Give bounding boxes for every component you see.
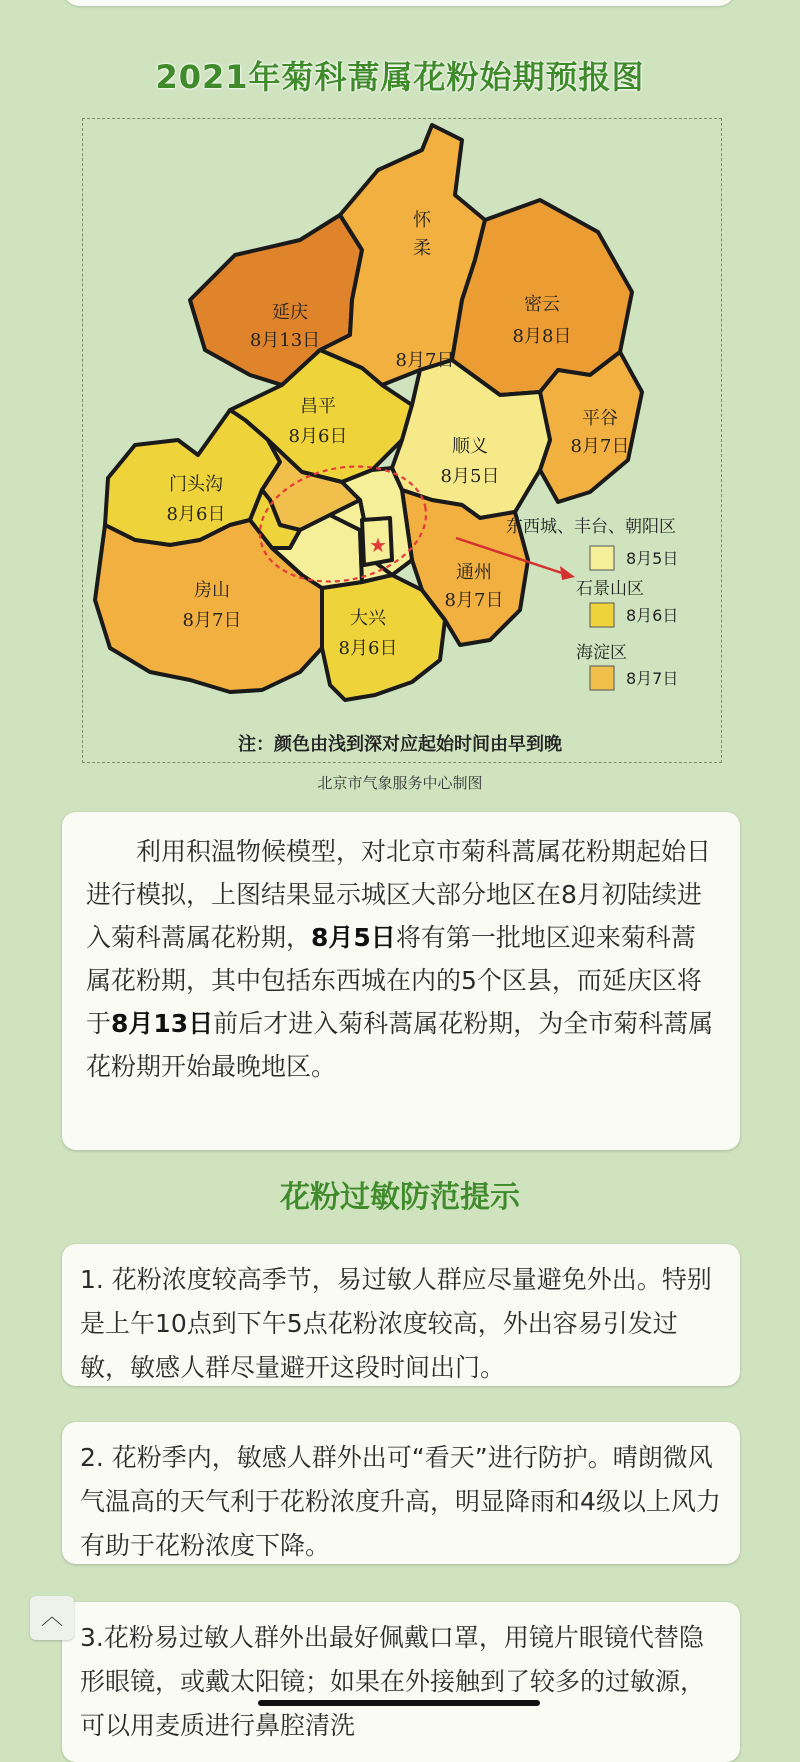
legend-date-2: 8月6日 [626, 606, 679, 625]
legend-swatch-3 [590, 666, 614, 690]
label-tongzhou-name: 通州 [456, 562, 492, 583]
map-note: 注：颜色由浅到深对应起始时间由早到晚 [238, 734, 562, 755]
label-fangshan-name: 房山 [194, 580, 230, 601]
label-miyun-date: 8月8日 [512, 326, 572, 347]
label-pinggu-name: 平谷 [582, 408, 618, 429]
label-mentougou-date: 8月6日 [166, 504, 226, 525]
label-huairou-date: 8月7日 [395, 350, 455, 371]
label-shunyi-name: 顺义 [452, 436, 488, 457]
legend-label-3: 海淀区 [576, 643, 627, 663]
scroll-to-top-button[interactable] [30, 1596, 74, 1640]
legend-date-1: 8月5日 [626, 549, 679, 568]
label-miyun-name: 密云 [524, 294, 560, 315]
label-huairou-name-2: 柔 [413, 238, 431, 259]
legend-swatch-1 [590, 546, 614, 570]
label-tongzhou-date: 8月7日 [444, 590, 504, 611]
tip-card-3 [62, 1602, 740, 1762]
tip-text-1: 1. 花粉浓度较高季节，易过敏人群应尽量避免外出。特别是上午10点到下午5点花粉浓度较高，外出容易引发过敏，敏感人群尽量避开这段时间出门。 [80, 1265, 712, 1382]
text-selection-bar [258, 1700, 540, 1706]
label-yanqing-date: 8月13日 [249, 330, 321, 351]
summary-bold-date-1: 8月5日 [311, 923, 396, 952]
legend-date-3: 8月7日 [626, 669, 679, 688]
label-mentougou-name: 门头沟 [169, 474, 223, 495]
legend-label-2: 石景山区 [576, 579, 644, 599]
map-credit: 北京市气象服务中心制图 [317, 774, 483, 792]
legend-swatch-2 [590, 603, 614, 627]
label-daxing-name: 大兴 [350, 608, 386, 629]
label-daxing-date: 8月6日 [338, 638, 398, 659]
label-yanqing-name: 延庆 [272, 302, 308, 323]
tip-text-3: 3.花粉易过敏人群外出最好佩戴口罩，用镜片眼镜代替隐形眼镜，或戴太阳镜；如果在外接触到了较多的过敏源，可以用麦质进行鼻腔清洗 [80, 1623, 706, 1740]
label-fangshan-date: 8月7日 [182, 610, 242, 631]
pollen-map [0, 0, 800, 800]
legend-label-1: 东西城、丰台、朝阳区 [506, 517, 676, 537]
summary-card [62, 812, 740, 1150]
label-changping-date: 8月6日 [288, 426, 348, 447]
label-pinggu-date: 8月7日 [570, 436, 630, 457]
legend-arrow-head [560, 566, 575, 580]
summary-paragraph [86, 830, 716, 1088]
summary-text-3: 前后才进入菊科蒿属花粉期，为全市菊科蒿属花粉期开始最晚地区。 [86, 1009, 714, 1081]
label-huairou-name-1: 怀 [413, 210, 431, 231]
capital-star-icon: ★ [369, 533, 387, 557]
label-shunyi-date: 8月5日 [440, 466, 500, 487]
tips-section-title: 花粉过敏防范提示 [280, 1180, 520, 1215]
tip-text-2: 2. 花粉季内，敏感人群外出可“看天”进行防护。晴朗微风气温高的天气利于花粉浓度升高，明显降雨和4级以上风力有助于花粉浓度下降。 [80, 1443, 721, 1560]
map-title: 2021年菊科蒿属花粉始期预报图 [155, 58, 645, 96]
summary-text-1: 利用积温物候模型，对北京市菊科蒿属花粉期起始日进行模拟，上图结果显示城区大部分地区在8月初陆续进入菊科蒿属花粉期， [86, 837, 712, 952]
summary-text-2: 将有第一批地区迎来菊科蒿属花粉期，其中包括东西城在内的5个区县，而延庆区将于 [86, 923, 702, 1038]
summary-bold-date-2: 8月13日 [111, 1009, 214, 1038]
tip-card-2 [62, 1422, 740, 1564]
map-legend [506, 517, 678, 690]
chevron-up-icon: ︿ [40, 1605, 63, 1630]
tip-card-1 [62, 1244, 740, 1386]
label-changping-name: 昌平 [300, 396, 336, 417]
